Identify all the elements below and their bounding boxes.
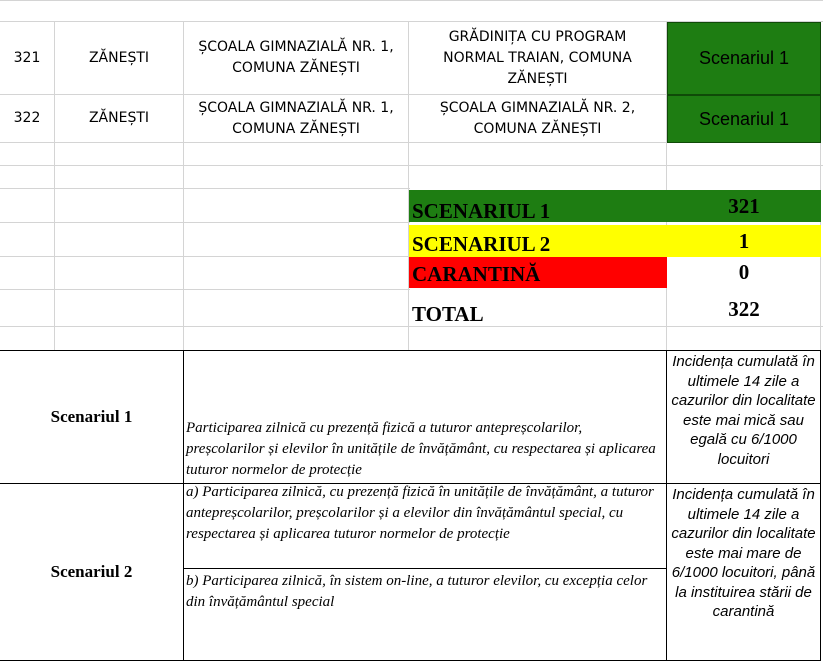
legend-criteria-scenariul1: Incidența cumulată în ultimele 14 zile a cazurilor din localitate este mai mică sau egală cu 6/1000 locuitori xyxy=(671,353,816,468)
row-localitate: ZĂNEȘTI xyxy=(55,95,184,143)
row-unitate: GRĂDINIȚA CU PROGRAM NORMAL TRAIAN, COMUNA ZĂNEȘTI xyxy=(409,22,667,95)
row-scenariu-badge: Scenariul 1 xyxy=(667,22,821,95)
row-scoala: ȘCOALA GIMNAZIALĂ NR. 1, COMUNA ZĂNEȘTI xyxy=(184,22,409,95)
legend-desc-scenariul1: Participarea zilnică cu prezență fizică a tuturor antepreșcolarilor, preșcolarilor și elevilor în unitățile de învățământ, cu respectarea și aplicarea tuturor normelor de protecție xyxy=(186,420,656,478)
summary-value-total: 322 xyxy=(728,296,760,321)
legend-desc-scenariul2-b: b) Participarea zilnică, în sistem on-line, a tuturor elevilor, cu excepția celor din învățământul special xyxy=(186,573,648,610)
row-unitate: ȘCOALA GIMNAZIALĂ NR. 2, COMUNA ZĂNEȘTI xyxy=(409,95,667,143)
legend-desc-scenariul2-a: a) Participarea zilnică, cu prezență fizică în unitățile de învățământ, a tuturor antepreșcolarilor, preșcolarilor și a elevilor din învățământul special, cu respectarea și aplicarea tuturor normelor de protecție xyxy=(186,484,654,542)
summary-value-scenariul2: 1 xyxy=(667,225,821,257)
legend-title-scenariul1: Scenariul 1 xyxy=(50,407,133,426)
legend-criteria-scenariul2: Incidența cumulată în ultimele 14 zile a cazurilor din localitate este mai mare de 6/1000 locuitori, până la instituirea stării de carantină xyxy=(671,486,816,620)
summary-label-scenariul1: SCENARIUL 1 xyxy=(409,190,667,222)
row-scenariu-badge: Scenariul 1 xyxy=(667,95,821,143)
row-number: 321 xyxy=(0,22,55,95)
summary-label-scenariul2: SCENARIUL 2 xyxy=(409,225,667,257)
row-number: 322 xyxy=(0,95,55,143)
summary-value-carantina: 0 xyxy=(738,260,750,284)
row-localitate: ZĂNEȘTI xyxy=(55,22,184,95)
legend-title-scenariul2: Scenariul 2 xyxy=(50,562,133,581)
summary-value-scenariul1: 321 xyxy=(667,190,821,222)
summary-label-total: TOTAL xyxy=(412,302,484,326)
summary-label-carantina: CARANTINĂ xyxy=(409,257,667,288)
row-scoala: ȘCOALA GIMNAZIALĂ NR. 1, COMUNA ZĂNEȘTI xyxy=(184,95,409,143)
